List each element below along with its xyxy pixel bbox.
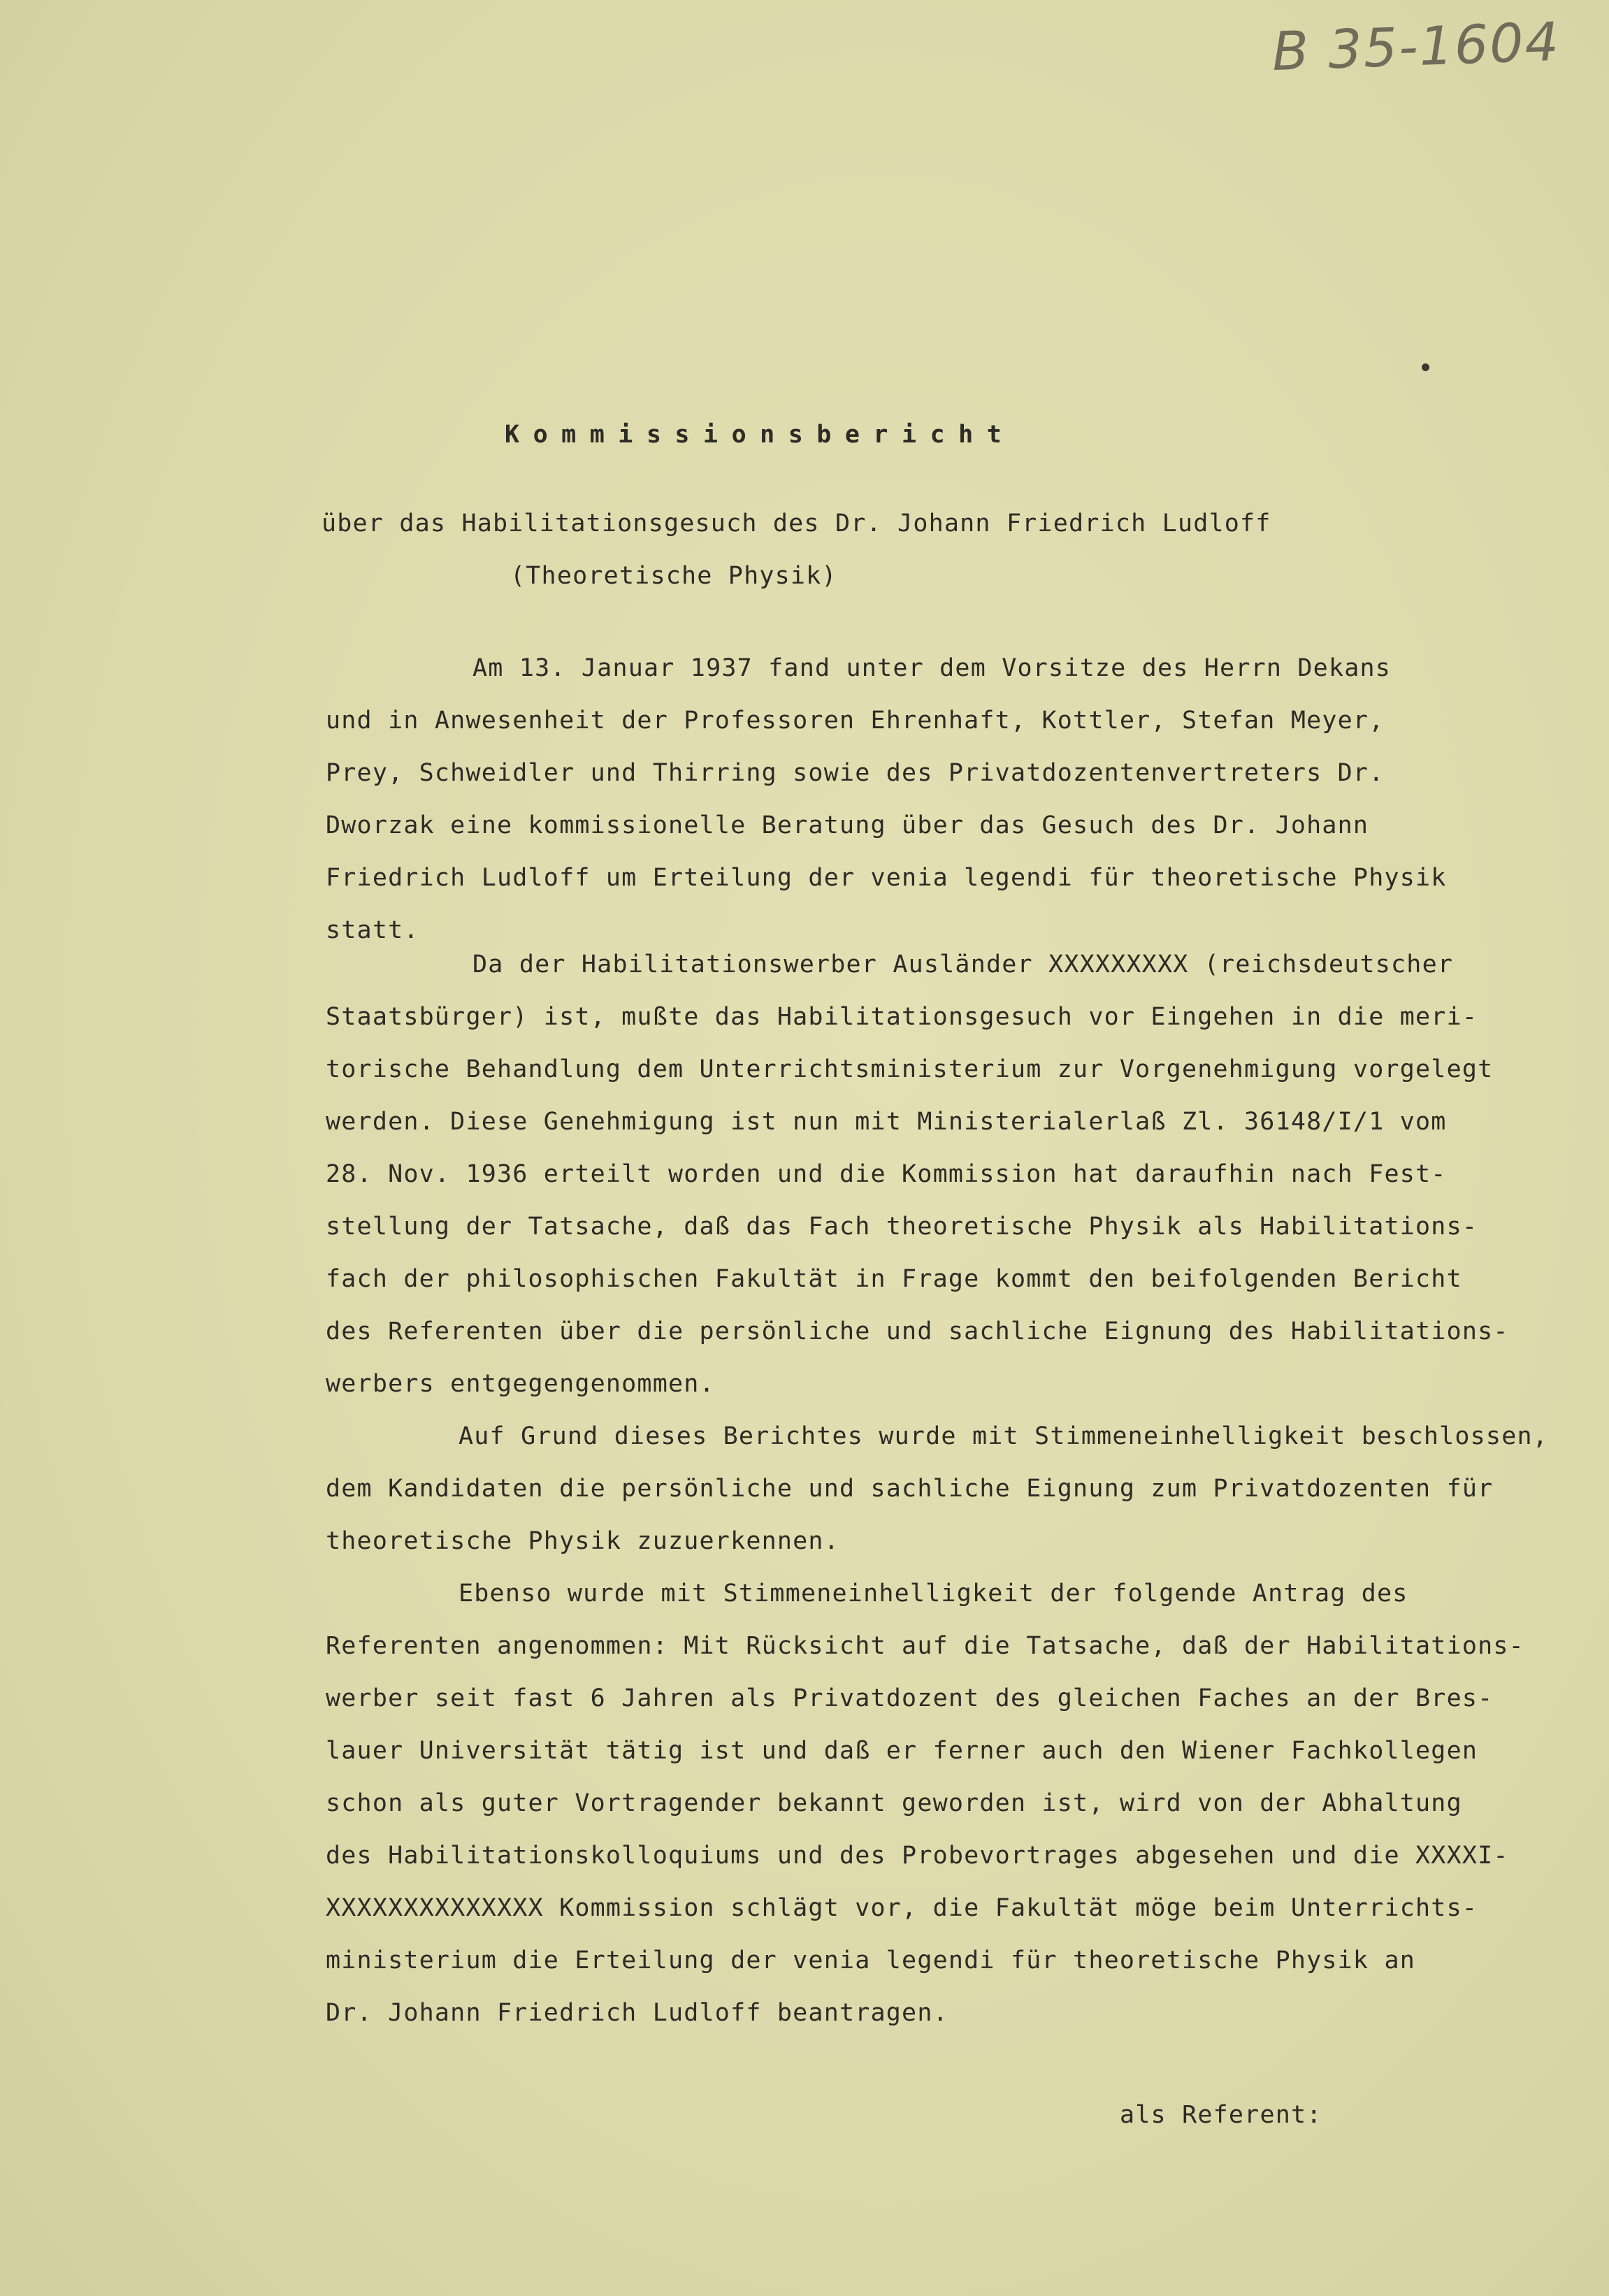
text-line: Da der Habilitationswerber Ausländer XXXXXXXXX (reichsdeutscher: [472, 951, 1454, 979]
text-line: schon als guter Vortragender bekannt geworden ist, wird von der Abhaltung: [326, 1789, 1462, 1817]
text-line: werbers entgegengenommen.: [326, 1370, 715, 1398]
text-line: Staatsbürger) ist, mußte das Habilitationsgesuch vor Eingehen in die meri-: [326, 1003, 1478, 1031]
text-line: des Habilitationskolloquiums und des Probevortrages abgesehen und die XXXXI-: [326, 1842, 1509, 1870]
text-line: lauer Universität tätig ist und daß er ferner auch den Wiener Fachkollegen: [326, 1737, 1478, 1765]
text-line: XXXXXXXXXXXXXX Kommission schlägt vor, die Fakultät möge beim Unterrichts-: [326, 1894, 1478, 1922]
text-line: Friedrich Ludloff um Erteilung der venia legendi für theoretische Physik: [326, 864, 1447, 892]
text-line: theoretische Physik zuzuerkennen.: [326, 1527, 839, 1555]
ink-dot: [1422, 363, 1429, 371]
text-line: stellung der Tatsache, daß das Fach theoretische Physik als Habilitations-: [326, 1213, 1478, 1241]
text-line: und in Anwesenheit der Professoren Ehrenhaft, Kottler, Stefan Meyer,: [326, 707, 1385, 735]
text-line: dem Kandidaten die persönliche und sachliche Eignung zum Privatdozenten für: [326, 1475, 1494, 1503]
text-line: Referenten angenommen: Mit Rücksicht auf die Tatsache, daß der Habilitations-: [326, 1632, 1524, 1660]
text-line: werden. Diese Genehmigung ist nun mit Ministerialerlaß Zl. 36148/I/1 vom: [326, 1108, 1447, 1136]
text-line: Am 13. Januar 1937 fand unter dem Vorsitze des Herrn Dekans: [472, 654, 1392, 682]
text-line: Dworzak eine kommissionelle Beratung über das Gesuch des Dr. Johann: [326, 811, 1369, 839]
text-line: 28. Nov. 1936 erteilt worden und die Kommission hat daraufhin nach Fest-: [326, 1160, 1447, 1188]
text-line: fach der philosophischen Fakultät in Frage kommt den beifolgenden Bericht: [326, 1265, 1462, 1293]
signature-label: als Referent:: [1120, 2101, 1322, 2129]
text-line: Dr. Johann Friedrich Ludloff beantragen.: [326, 1999, 948, 2027]
text-line: statt.: [326, 916, 419, 944]
subtitle-line: (Theoretische Physik): [510, 562, 837, 590]
text-line: torische Behandlung dem Unterrichtsministerium zur Vorgenehmigung vorgelegt: [326, 1055, 1494, 1083]
archive-number: B 35-1604: [1271, 10, 1561, 83]
text-line: werber seit fast 6 Jahren als Privatdozent des gleichen Faches an der Bres-: [326, 1684, 1494, 1712]
text-line: ministerium die Erteilung der venia legendi für theoretische Physik an: [326, 1947, 1416, 1974]
document-title: Kommissionsbericht: [505, 421, 1016, 449]
text-line: Prey, Schweidler und Thirring sowie des Privatdozentenvertreters Dr.: [326, 759, 1385, 787]
text-line: des Referenten über die persönliche und sachliche Eignung des Habilitations-: [326, 1317, 1509, 1345]
text-line: Auf Grund dieses Berichtes wurde mit Stimmeneinhelligkeit beschlossen,: [459, 1422, 1549, 1450]
subtitle-line: über das Habilitationsgesuch des Dr. Johann Friedrich Ludloff: [322, 510, 1271, 537]
text-line: Ebenso wurde mit Stimmeneinhelligkeit der folgende Antrag des: [459, 1580, 1408, 1608]
